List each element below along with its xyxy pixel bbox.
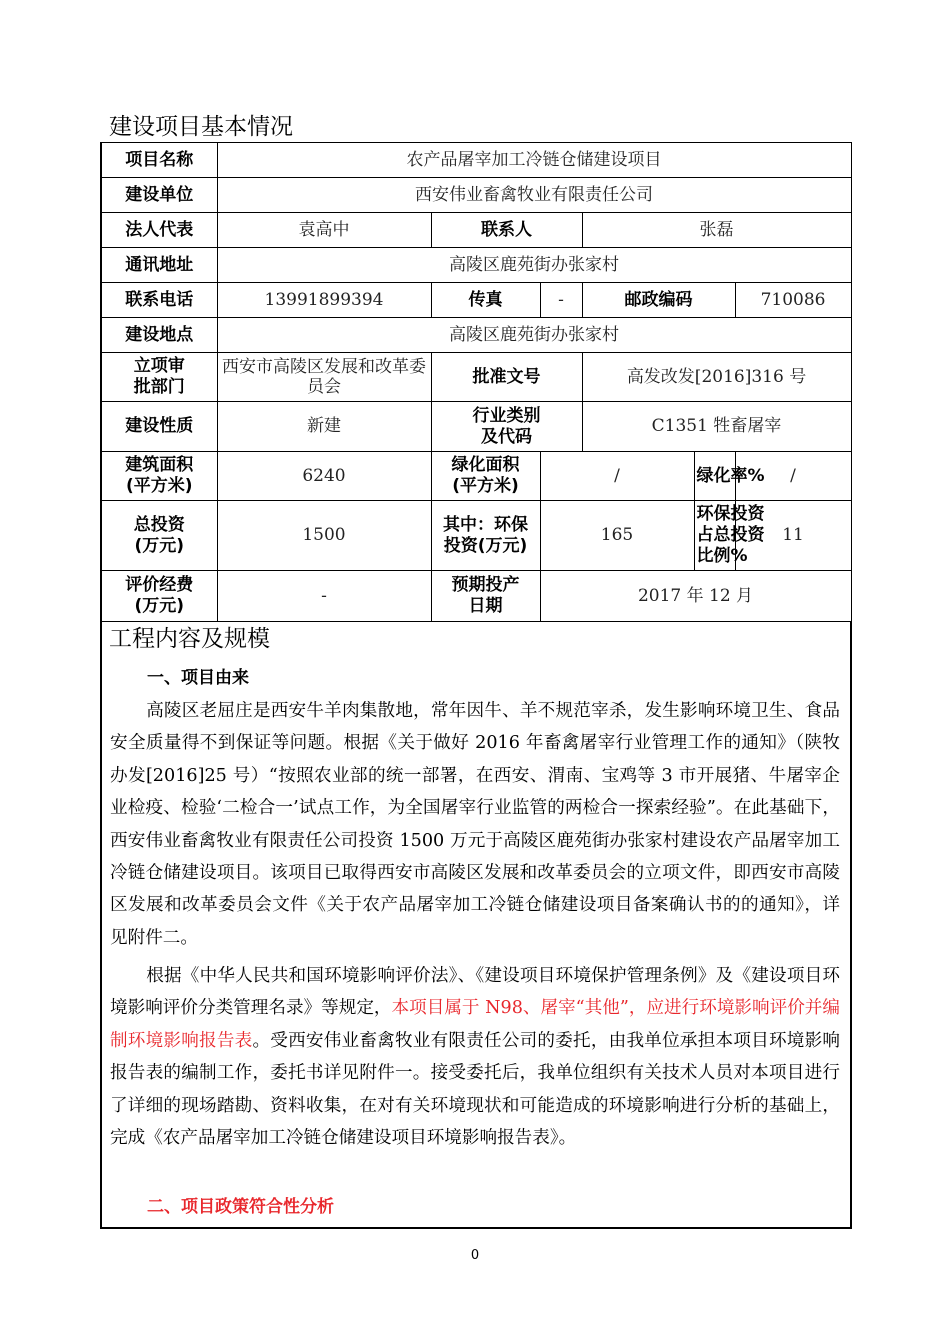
address-label: 通讯地址	[101, 248, 217, 283]
approval-no-label: 批准文号	[431, 353, 582, 402]
approval-dept-label-line2: 批部门	[133, 377, 185, 397]
legal-rep-label: 法人代表	[101, 213, 217, 248]
eval-fee-label-line1: 评价经费	[125, 575, 194, 595]
paragraph-2-highlight: 本项目属于 N98、屠宰“其他”，应进行环境影响评价并编制环境影响报告表	[110, 998, 840, 1051]
nature: 新建	[217, 402, 431, 452]
project-name: 农产品屠宰加工冷链仓储建设项目	[217, 143, 851, 178]
green-rate-label: 绿化率%	[694, 452, 735, 501]
industry-label-line1: 行业类别	[472, 405, 541, 426]
env-ratio-label	[694, 501, 765, 571]
eval-fee-label-line2: (万元)	[134, 596, 185, 616]
section-subheading-2: 二、项目政策符合性分析	[147, 1197, 334, 1217]
area-label	[101, 452, 217, 501]
paragraph-2-text-b: 。受西安伟业畜禽牧业有限责任公司的委托，由我单位承担本项目环境影响报告表的编制工作，委托书详见附件一。接受委托后，我单位组织有关技术人员对本项目进行了详细的现场踏勘、资料收集，在对有关环境现状和可能造成的环境影响进行分析的基础上，完成《农产品屠宰加工冷链仓储建设项目环境影响报告表》。	[110, 1030, 840, 1149]
area-label-line1: 建筑面积	[125, 455, 194, 475]
investment-label-line1: 总投资	[133, 514, 185, 535]
contact-label: 联系人	[431, 213, 582, 248]
env-invest-label	[431, 501, 540, 571]
approval-dept-label-line1: 立项审	[133, 356, 185, 376]
env-invest-label-line2: 投资(万元)	[443, 535, 528, 556]
phone-label: 联系电话	[101, 283, 217, 318]
site-label: 建设地点	[101, 318, 217, 353]
phone: 13991899394	[217, 283, 431, 318]
green-area-label-line1: 绿化面积	[451, 455, 520, 475]
green-area-label-line2: (平方米)	[452, 476, 519, 496]
area-label-line2: (平方米)	[125, 476, 193, 496]
env-ratio-label-line1: 环保投资	[696, 504, 765, 524]
project-name-label: 项目名称	[101, 143, 217, 178]
approval-dept-label	[101, 353, 217, 402]
paragraph-2-text-a: 根据《中华人民共和国环境影响评价法》、《建设项目环境保护管理条例》及《建设项目环境影响评价分类管理名录》等规定，	[110, 966, 840, 1019]
industry-label-line2: 及代码	[481, 426, 532, 447]
start-date: 2017 年 12 月	[540, 571, 851, 622]
env-invest: 165	[540, 501, 694, 571]
green-area-label	[431, 452, 540, 501]
paragraph-1	[110, 695, 840, 954]
approval-dept: 西安市高陵区发展和改革委员会	[217, 353, 431, 402]
postcode: 710086	[735, 283, 851, 318]
page-number: 0	[470, 1248, 480, 1263]
eval-fee: -	[217, 571, 431, 622]
investment-label-line2: (万元)	[134, 535, 185, 556]
env-invest-label-line1: 其中：环保	[443, 514, 528, 535]
builder: 西安伟业畜禽牧业有限责任公司	[217, 178, 851, 213]
start-date-label-line1: 预期投产	[451, 575, 520, 595]
env-ratio-label-line3: 比例%	[696, 546, 748, 566]
paragraph-2	[110, 960, 840, 1154]
fax-label: 传真	[431, 283, 540, 318]
project-info-table	[100, 142, 852, 622]
investment-label	[101, 501, 217, 571]
section-title: 工程内容及规模	[109, 626, 270, 652]
industry-label	[431, 402, 582, 452]
page-title: 建设项目基本情况	[109, 114, 293, 140]
env-ratio-label-line2: 占总投资	[696, 525, 765, 545]
eval-fee-label	[101, 571, 217, 622]
industry: C1351 牲畜屠宰	[582, 402, 851, 452]
legal-rep: 袁高中	[217, 213, 431, 248]
green-rate: /	[735, 452, 851, 501]
investment: 1500	[217, 501, 431, 571]
paragraph-1-text: 高陵区老屈庄是西安牛羊肉集散地，常年因牛、羊不规范宰杀，发生影响环境卫生、食品安全质量得不到保证等问题。根据《关于做好 2016 年畜禽屠宰行业管理工作的通知》（陕牧办发[2016]25 号）“按照农业部的统一部署，在西安、渭南、宝鸡等 3 市开展猪、牛屠宰企业检疫、检验‘二检合一’试点工作，为全国屠宰行业监管的两检合一探索经验”。在此基础下，西安伟业畜禽牧业有限责任公司投资 1500 万元于高陵区鹿苑街办张家村建设农产品屠宰加工冷链仓储建设项目。该项目已取得西安市高陵区发展和改革委员会的立项文件，即西安市高陵区发展和改革委员会文件《关于农产品屠宰加工冷链仓储建设项目备案确认书的的通知》，详见附件二。	[110, 701, 840, 948]
contact: 张磊	[582, 213, 851, 248]
green-area: /	[540, 452, 694, 501]
address: 高陵区鹿苑街办张家村	[217, 248, 851, 283]
site: 高陵区鹿苑街办张家村	[217, 318, 851, 353]
start-date-label	[431, 571, 540, 622]
postcode-label: 邮政编码	[582, 283, 735, 318]
start-date-label-line2: 日期	[468, 596, 503, 616]
fax: -	[540, 283, 582, 318]
approval-no: 高发改发[2016]316 号	[582, 353, 851, 402]
nature-label: 建设性质	[101, 402, 217, 452]
builder-label: 建设单位	[101, 178, 217, 213]
env-ratio: 11	[735, 501, 851, 571]
section-subheading-1: 一、项目由来	[147, 668, 249, 688]
area: 6240	[217, 452, 431, 501]
